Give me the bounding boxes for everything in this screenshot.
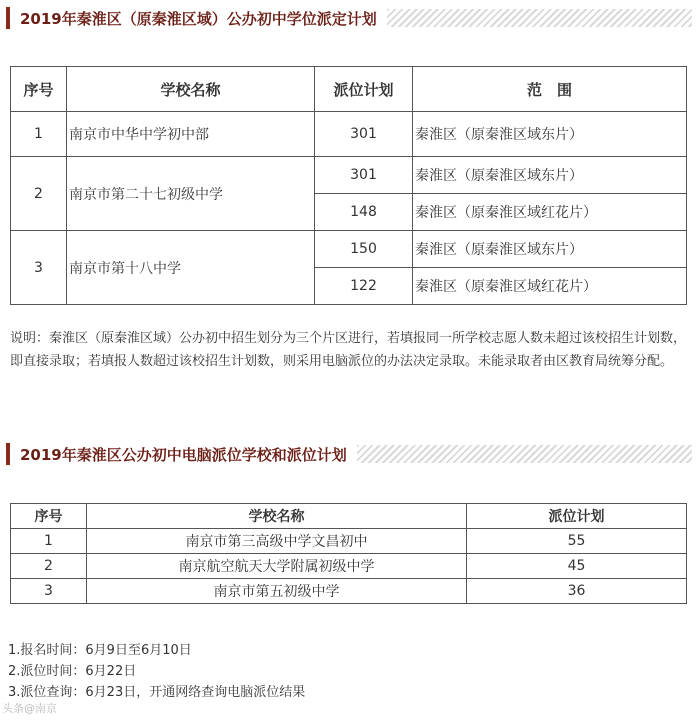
row-school: 南京市第十八中学 [67, 231, 315, 305]
section2-heading [6, 443, 692, 465]
computer-allocation-table [10, 503, 687, 604]
row-plan: 45 [467, 554, 687, 579]
table-header-row [11, 67, 687, 112]
row-plan: 55 [467, 529, 687, 554]
row-school: 南京航空航天大学附属初级中学 [87, 554, 467, 579]
schedule-item-query: 3.派位查询：6月23日，开通网络查询电脑派位结果 [8, 685, 306, 700]
schedule-item-allocation: 2.派位时间：6月22日 [8, 664, 137, 679]
heading-accent-bar [6, 7, 10, 29]
header-seq: 序号 [11, 67, 67, 112]
row-range: 秦淮区（原秦淮区域东片） [413, 231, 687, 268]
table-row [11, 579, 687, 604]
table-row [11, 231, 687, 268]
header-school: 学校名称 [67, 67, 315, 112]
schedule-list [8, 640, 305, 703]
row-range: 秦淮区（原秦淮区域东片） [413, 157, 687, 194]
header-range: 范 围 [413, 67, 687, 112]
row-plan: 301 [315, 157, 413, 194]
table-header-row [11, 504, 687, 529]
row-school: 南京市第三高级中学文昌初中 [87, 529, 467, 554]
heading-accent-bar [6, 443, 10, 465]
row-plan: 301 [315, 112, 413, 157]
row-range: 秦淮区（原秦淮区域东片） [413, 112, 687, 157]
watermark: 头条@南京 [2, 702, 57, 715]
row-plan: 36 [467, 579, 687, 604]
row-seq: 3 [11, 231, 67, 305]
table-row [11, 529, 687, 554]
table-row [11, 554, 687, 579]
row-school: 南京市第二十七初级中学 [67, 157, 315, 231]
row-seq: 3 [11, 579, 87, 604]
header-school: 学校名称 [87, 504, 467, 529]
section1-note: 说明：秦淮区（原秦淮区域）公办初中招生划分为三个片区进行，若填报同一所学校志愿人数未超过该校招生计划数，即直接录取；若填报人数超过该校招生计划数，则采用电脑派位的办法决定录取。未能录取者由区教育局统筹分配。 [10, 331, 687, 369]
row-range: 秦淮区（原秦淮区域红花片） [413, 194, 687, 231]
header-seq: 序号 [11, 504, 87, 529]
row-seq: 1 [11, 529, 87, 554]
header-plan: 派位计划 [315, 67, 413, 112]
schedule-item-registration: 1.报名时间：6月9日至6月10日 [8, 643, 192, 658]
row-range: 秦淮区（原秦淮区域红花片） [413, 268, 687, 305]
row-seq: 2 [11, 554, 87, 579]
section1-heading [6, 7, 692, 29]
row-plan: 150 [315, 231, 413, 268]
table-row [11, 112, 687, 157]
row-school: 南京市中华中学初中部 [67, 112, 315, 157]
row-seq: 1 [11, 112, 67, 157]
row-plan: 122 [315, 268, 413, 305]
row-school: 南京市第五初级中学 [87, 579, 467, 604]
heading-hatch-decoration [357, 445, 692, 463]
heading-hatch-decoration [387, 9, 692, 27]
section1-title: 2019年秦淮区（原秦淮区域）公办初中学位派定计划 [20, 9, 377, 28]
header-plan: 派位计划 [467, 504, 687, 529]
table-row [11, 157, 687, 194]
row-plan: 148 [315, 194, 413, 231]
row-seq: 2 [11, 157, 67, 231]
seat-plan-table [10, 66, 687, 305]
section2-title: 2019年秦淮区公办初中电脑派位学校和派位计划 [20, 445, 347, 464]
